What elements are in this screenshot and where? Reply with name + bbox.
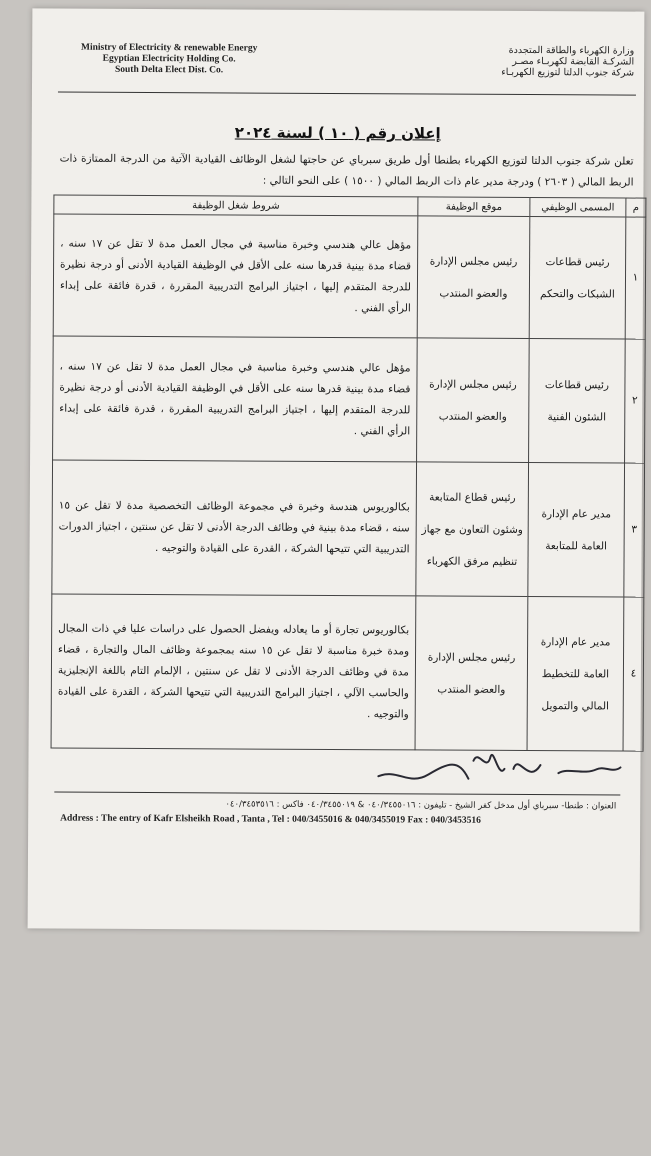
row-num: ٤ <box>623 597 644 751</box>
header-job-conditions: شروط شغل الوظيفة <box>54 195 418 216</box>
header-ar-ministry: وزارة الكهرباء والطاقة المتجددة <box>508 44 635 57</box>
header-job-title: المسمى الوظيفي <box>530 198 626 218</box>
table-row <box>53 214 646 339</box>
row-job-location: رئيس مجلس الإدارة والعضو المنتدب <box>415 596 528 751</box>
row-job-title: مدير عام الإدارة العامة للمتابعة <box>528 463 625 598</box>
row-job-title: مدير عام الإدارة العامة للتخطيط المالي والتمويل <box>527 597 624 752</box>
header-job-location: موقع الوظيفة <box>418 197 530 217</box>
header-ar-holding: الشركـة القابضة لكهربـاء مصـر <box>512 55 635 68</box>
header-en-holding: Egyptian Electricity Holding Co. <box>102 53 236 65</box>
row-job-conditions: بكالوريوس تجارة أو ما يعادله ويفضل الحصول على دراسات عليا في ذات المجال ومدة خبرة مناسبة لا تقل عن ١٥ سنه بمجموعة وظائف المال والتجارة ، قضاء مدة في وظائف الدرجة الأدنى لا تقل عن سنتين ، الإلمام التام باللغة الإنجليزية والحاسب الآلي ، اجتياز البرامج التدريبية التي تتيحها الشركة ، القدرة على القيادة والتوجيه . <box>51 594 416 750</box>
row-job-location: رئيس مجلس الإدارة والعضو المنتدب <box>417 216 530 339</box>
row-num: ٢ <box>625 339 646 463</box>
row-job-conditions: بكالوريوس هندسة وخبرة في مجموعة الوظائف التخصصية مدة لا تقل عن ١٥ سنه ، قضاء مدة بينية في وظائف الدرجة الأدنى لا تقل عن سنتين ، اجتياز الدورات التدريبية التي تتيحها الشركة ، القدرة على القيادة والتوجيه . <box>52 460 417 596</box>
footer-address-arabic: العنوان : طنطا- سبرباي أول مدخل كفر الشيخ - تليفون : ٠٤٠/٣٤٥٥٠١٦ & ٠٤٠/٣٤٥٥٠١٩ فاكس : ٠٤٠/٣٤٥٣٥١٦ <box>225 799 617 812</box>
row-num: ٣ <box>624 463 645 597</box>
row-job-conditions: مؤهل عالي هندسي وخبرة مناسبة في مجال العمل مدة لا تقل عن ١٧ سنه ، قضاء مدة بينية قدرها سنه على الأقل في الوظيفة القيادية الأدنى أو درجة نظيرة للدرجة المتقدم إليها ، اجتياز البرامج التدريبية المقررة ، قدرة فائقة على إبداء الرأي الفني . <box>53 336 418 462</box>
row-job-location: رئيس قطاع المتابعة وشئون التعاون مع جهاز تنظيم مرفق الكهرباء <box>416 462 529 597</box>
header-arabic <box>414 44 634 78</box>
row-num: ١ <box>625 217 646 339</box>
header-num: م <box>626 198 646 217</box>
row-job-title: رئيس قطاعات الشبكات والتحكم <box>529 217 626 340</box>
row-job-conditions: مؤهل عالي هندسي وخبرة مناسبة في مجال العمل مدة لا تقل عن ١٧ سنه ، قضاء مدة بينية قدرها سنه على الأقل في الوظيفة القيادية الأدنى أو درجة نظيرة للدرجة المتقدم إليها ، اجتياز البرامج التدريبية المقررة ، قدرة فائقة على إبداء الرأي الفني . <box>53 214 418 338</box>
table-row <box>53 336 646 463</box>
jobs-table <box>51 195 647 752</box>
header-english <box>64 43 274 77</box>
header-ar-company: شركة جنوب الدلتا لتوزيع الكهربـاء <box>501 66 635 79</box>
table-row <box>52 460 645 597</box>
table-row <box>51 594 644 751</box>
header-en-company: South Delta Elect Dist. Co. <box>114 64 224 76</box>
row-job-title: رئيس قطاعات الشئون الفنية <box>529 339 626 464</box>
row-job-location: رئيس مجلس الإدارة والعضو المنتدب <box>417 338 530 463</box>
handwritten-signature <box>368 738 628 799</box>
document-page <box>28 8 645 931</box>
announcement-title: إعلان رقم ( ١٠ ) لسنة ٢٠٢٤ <box>234 123 441 143</box>
footer-address-english: Address : The entry of Kafr Elsheikh Road , Tanta , Tel : 040/3455016 & 040/3455019 Fax : 040/3453516 <box>60 813 481 826</box>
announcement-intro: تعلن شركة جنوب الدلتا لتوزيع الكهرباء بطنطا أول طريق سبرباي عن حاجتها لشغل الوظائف القيادية الآتية من الدرجة الممتازة ذات الربط المالي ( ٢٦٠٣ ) ودرجة مدير عام ذات الربط المالي ( ١٥٠٠ ) على النحو التالي : <box>59 152 634 189</box>
header-divider <box>58 92 636 96</box>
header-en-ministry: Ministry of Electricity & renewable Energy <box>81 42 258 54</box>
